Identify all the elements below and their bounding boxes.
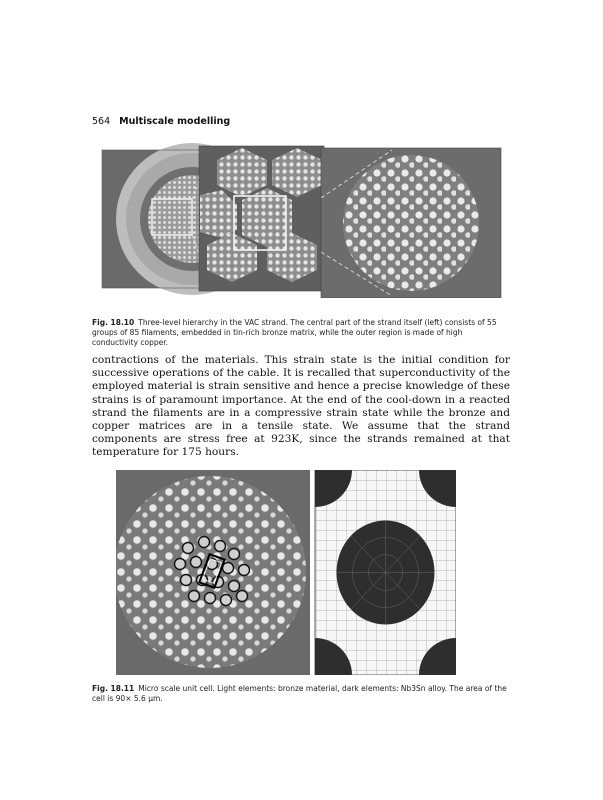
caption-text: Three-level hierarchy in the VAC strand. The central part of the strand itself (left) consists of 55 groups of 85 filaments, embedded in tin-rich bronze matrix, while the outer region is made of high conductivity copper. [92,318,497,347]
figure-18-11-caption [92,684,510,704]
fe-mesh-panel [315,470,456,675]
caption-text: Micro scale unit cell. Light elements: bronze material, dark elements: Nb3Sn alloy. The area of the cell is 90× 5.6 μm. [92,684,507,703]
page-number: 564 [92,116,111,127]
micrograph-panel [116,470,310,675]
strand-hierarchy-image [92,140,512,298]
figure-18-10-caption [92,318,510,348]
section-title: Multiscale modelling [119,116,231,127]
running-header [92,116,230,127]
figure-label: Fig. 18.11 [92,684,135,693]
figure-18-11 [116,470,456,675]
figure-18-10 [92,140,512,298]
figure-label: Fig. 18.10 [92,318,135,327]
unit-cell-image [116,470,456,675]
filaments-close-up-panel [321,148,501,298]
filament-groups-panel [199,146,324,291]
body-paragraph: contractions of the materials. This strain state is the initial condition for successive operations of the cable. It is recalled that superconductivity of the employed material is strain sensitive and hence a precise knowledge of these strains is of paramount importance. At the end of the cool-down in a reacted strand the filaments are in a compressive strain state while the bronze and copper matrices are in a tensile state. We assume that the strand components are stress free at 923K, since the strands remained at that temperature for 175 hours. [92,354,510,459]
